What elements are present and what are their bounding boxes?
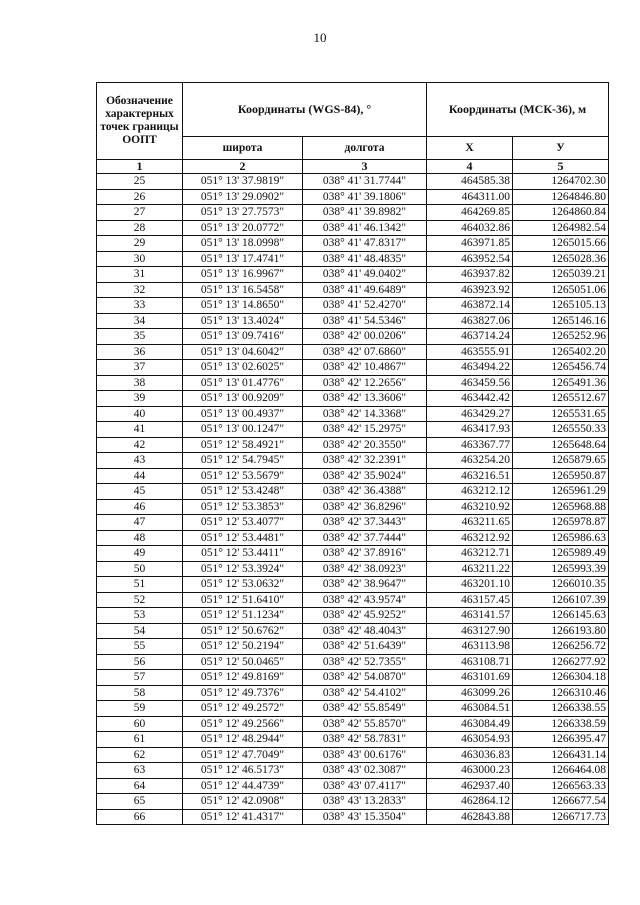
table-row xyxy=(97,391,609,407)
latitude-cell: 051° 12' 53.0632" xyxy=(183,577,303,593)
latitude-cell: 051° 12' 49.8169" xyxy=(183,670,303,686)
longitude-cell: 038° 42' 52.7355" xyxy=(303,654,427,670)
y-coordinate-cell: 1266256.72 xyxy=(513,639,609,655)
point-id-cell: 54 xyxy=(97,623,183,639)
x-coordinate-cell: 463211.65 xyxy=(427,515,513,531)
y-coordinate-cell: 1265015.66 xyxy=(513,236,609,252)
y-coordinate-cell: 1265550.33 xyxy=(513,422,609,438)
latitude-cell: 051° 13' 00.9209" xyxy=(183,391,303,407)
table-row xyxy=(97,670,609,686)
point-id-cell: 45 xyxy=(97,484,183,500)
table-row xyxy=(97,453,609,469)
table-row xyxy=(97,515,609,531)
x-coordinate-cell: 463216.51 xyxy=(427,468,513,484)
table-row xyxy=(97,267,609,283)
latitude-cell: 051° 12' 49.7376" xyxy=(183,685,303,701)
table-row xyxy=(97,577,609,593)
column-number: 5 xyxy=(513,160,609,174)
point-id-cell: 29 xyxy=(97,236,183,252)
x-coordinate-cell: 462864.12 xyxy=(427,794,513,810)
point-id-cell: 31 xyxy=(97,267,183,283)
table-row xyxy=(97,654,609,670)
point-id-cell: 57 xyxy=(97,670,183,686)
x-coordinate-cell: 464032.86 xyxy=(427,220,513,236)
table-row xyxy=(97,530,609,546)
latitude-cell: 051° 13' 00.1247" xyxy=(183,422,303,438)
y-coordinate-cell: 1265051.06 xyxy=(513,282,609,298)
longitude-cell: 038° 41' 39.1806" xyxy=(303,189,427,205)
coordinates-table xyxy=(96,82,609,825)
longitude-cell: 038° 42' 07.6860" xyxy=(303,344,427,360)
latitude-cell: 051° 12' 50.2194" xyxy=(183,639,303,655)
latitude-cell: 051° 13' 01.4776" xyxy=(183,375,303,391)
latitude-cell: 051° 12' 53.4248" xyxy=(183,484,303,500)
table-row xyxy=(97,608,609,624)
x-coordinate-cell: 463084.49 xyxy=(427,716,513,732)
longitude-cell: 038° 42' 45.9252" xyxy=(303,608,427,624)
y-coordinate-cell: 1264702.30 xyxy=(513,174,609,190)
longitude-cell: 038° 41' 48.4835" xyxy=(303,251,427,267)
point-id-cell: 28 xyxy=(97,220,183,236)
longitude-cell: 038° 43' 00.6176" xyxy=(303,747,427,763)
x-coordinate-cell: 463127.90 xyxy=(427,623,513,639)
point-id-cell: 36 xyxy=(97,344,183,360)
x-coordinate-cell: 464269.85 xyxy=(427,205,513,221)
latitude-cell: 051° 13' 17.4741" xyxy=(183,251,303,267)
table-row xyxy=(97,360,609,376)
latitude-cell: 051° 12' 47.7049" xyxy=(183,747,303,763)
x-coordinate-cell: 463952.54 xyxy=(427,251,513,267)
table-row xyxy=(97,763,609,779)
point-id-cell: 60 xyxy=(97,716,183,732)
x-coordinate-cell: 463417.93 xyxy=(427,422,513,438)
x-coordinate-cell: 463211.22 xyxy=(427,561,513,577)
point-id-cell: 61 xyxy=(97,732,183,748)
point-id-cell: 42 xyxy=(97,437,183,453)
longitude-cell: 038° 41' 46.1342" xyxy=(303,220,427,236)
table-body xyxy=(97,174,609,825)
latitude-cell: 051° 13' 37.9819" xyxy=(183,174,303,190)
longitude-cell: 038° 42' 37.3443" xyxy=(303,515,427,531)
point-id-cell: 32 xyxy=(97,282,183,298)
latitude-cell: 051° 12' 53.5679" xyxy=(183,468,303,484)
point-id-cell: 49 xyxy=(97,546,183,562)
latitude-cell: 051° 12' 46.5173" xyxy=(183,763,303,779)
longitude-cell: 038° 42' 43.9574" xyxy=(303,592,427,608)
longitude-cell: 038° 43' 15.3504" xyxy=(303,809,427,825)
x-coordinate-cell: 462937.40 xyxy=(427,778,513,794)
column-number: 3 xyxy=(303,160,427,174)
y-coordinate-cell: 1266277.92 xyxy=(513,654,609,670)
x-coordinate-cell: 463210.92 xyxy=(427,499,513,515)
x-coordinate-cell: 463254.20 xyxy=(427,453,513,469)
longitude-cell: 038° 42' 54.0870" xyxy=(303,670,427,686)
y-coordinate-cell: 1266304.18 xyxy=(513,670,609,686)
point-id-cell: 56 xyxy=(97,654,183,670)
latitude-cell: 051° 12' 53.4481" xyxy=(183,530,303,546)
x-coordinate-cell: 463036.83 xyxy=(427,747,513,763)
x-coordinate-cell: 463937.82 xyxy=(427,267,513,283)
table-row xyxy=(97,205,609,221)
x-coordinate-cell: 463212.12 xyxy=(427,484,513,500)
longitude-cell: 038° 41' 52.4270" xyxy=(303,298,427,314)
table-row xyxy=(97,716,609,732)
latitude-cell: 051° 13' 16.5458" xyxy=(183,282,303,298)
table-row xyxy=(97,499,609,515)
y-coordinate-cell: 1265648.64 xyxy=(513,437,609,453)
longitude-cell: 038° 41' 39.8982" xyxy=(303,205,427,221)
point-id-cell: 35 xyxy=(97,329,183,345)
x-coordinate-cell: 463108.71 xyxy=(427,654,513,670)
point-id-cell: 53 xyxy=(97,608,183,624)
latitude-cell: 051° 12' 50.6762" xyxy=(183,623,303,639)
latitude-cell: 051° 12' 41.4317" xyxy=(183,809,303,825)
y-coordinate-cell: 1266563.33 xyxy=(513,778,609,794)
x-coordinate-cell: 462843.88 xyxy=(427,809,513,825)
table-row xyxy=(97,236,609,252)
y-coordinate-cell: 1266677.54 xyxy=(513,794,609,810)
longitude-cell: 038° 42' 55.8549" xyxy=(303,701,427,717)
table-row xyxy=(97,484,609,500)
longitude-cell: 038° 42' 15.2975" xyxy=(303,422,427,438)
table-row xyxy=(97,546,609,562)
y-coordinate-cell: 1265512.67 xyxy=(513,391,609,407)
longitude-cell: 038° 41' 49.0402" xyxy=(303,267,427,283)
y-coordinate-cell: 1266145.63 xyxy=(513,608,609,624)
longitude-cell: 038° 42' 37.8916" xyxy=(303,546,427,562)
table-row xyxy=(97,468,609,484)
table-row xyxy=(97,329,609,345)
latitude-cell: 051° 12' 58.4921" xyxy=(183,437,303,453)
table-row xyxy=(97,639,609,655)
table-row xyxy=(97,174,609,190)
table-row xyxy=(97,282,609,298)
point-id-cell: 44 xyxy=(97,468,183,484)
y-coordinate-cell: 1265028.36 xyxy=(513,251,609,267)
latitude-cell: 051° 13' 04.6042" xyxy=(183,344,303,360)
latitude-cell: 051° 13' 14.8650" xyxy=(183,298,303,314)
point-id-cell: 40 xyxy=(97,406,183,422)
table-row xyxy=(97,375,609,391)
table-row xyxy=(97,561,609,577)
y-coordinate-cell: 1264982.54 xyxy=(513,220,609,236)
column-number-row xyxy=(97,160,609,174)
y-coordinate-cell: 1265978.87 xyxy=(513,515,609,531)
x-coordinate-cell: 463555.91 xyxy=(427,344,513,360)
x-coordinate-cell: 464311.00 xyxy=(427,189,513,205)
latitude-cell: 051° 13' 09.7416" xyxy=(183,329,303,345)
longitude-cell: 038° 43' 07.4117" xyxy=(303,778,427,794)
x-coordinate-cell: 463923.92 xyxy=(427,282,513,298)
x-coordinate-cell: 463429.27 xyxy=(427,406,513,422)
longitude-cell: 038° 41' 49.6489" xyxy=(303,282,427,298)
latitude-cell: 051° 12' 50.0465" xyxy=(183,654,303,670)
y-coordinate-cell: 1265105.13 xyxy=(513,298,609,314)
msk36-header: Координаты (МСК-36), м xyxy=(427,83,609,137)
latitude-cell: 051° 12' 44.4739" xyxy=(183,778,303,794)
y-coordinate-cell: 1265950.87 xyxy=(513,468,609,484)
latitude-cell: 051° 12' 53.3853" xyxy=(183,499,303,515)
latitude-cell: 051° 13' 20.0772" xyxy=(183,220,303,236)
point-id-cell: 38 xyxy=(97,375,183,391)
x-coordinate-cell: 463872.14 xyxy=(427,298,513,314)
point-id-cell: 41 xyxy=(97,422,183,438)
x-coordinate-cell: 463000.23 xyxy=(427,763,513,779)
x-coordinate-cell: 463201.10 xyxy=(427,577,513,593)
table-row xyxy=(97,778,609,794)
latitude-cell: 051° 12' 42.0908" xyxy=(183,794,303,810)
point-id-cell: 48 xyxy=(97,530,183,546)
point-id-cell: 47 xyxy=(97,515,183,531)
point-id-cell: 30 xyxy=(97,251,183,267)
longitude-cell: 038° 41' 54.5346" xyxy=(303,313,427,329)
point-id-cell: 26 xyxy=(97,189,183,205)
point-id-cell: 34 xyxy=(97,313,183,329)
latitude-cell: 051° 13' 18.0998" xyxy=(183,236,303,252)
point-id-cell: 39 xyxy=(97,391,183,407)
x-coordinate-cell: 463099.26 xyxy=(427,685,513,701)
table-row xyxy=(97,732,609,748)
longitude-cell: 038° 42' 38.0923" xyxy=(303,561,427,577)
table-row xyxy=(97,220,609,236)
table-row xyxy=(97,313,609,329)
table-row xyxy=(97,701,609,717)
x-coordinate-cell: 463141.57 xyxy=(427,608,513,624)
y-coordinate-cell: 1265993.39 xyxy=(513,561,609,577)
y-coordinate-cell: 1265986.63 xyxy=(513,530,609,546)
y-coordinate-cell: 1266310.46 xyxy=(513,685,609,701)
y-coordinate-cell: 1266395.47 xyxy=(513,732,609,748)
point-id-cell: 65 xyxy=(97,794,183,810)
column-number: 2 xyxy=(183,160,303,174)
point-id-cell: 63 xyxy=(97,763,183,779)
y-coordinate-cell: 1265402.20 xyxy=(513,344,609,360)
y-coordinate-cell: 1264846.80 xyxy=(513,189,609,205)
longitude-cell: 038° 43' 02.3087" xyxy=(303,763,427,779)
x-coordinate-cell: 463084.51 xyxy=(427,701,513,717)
latitude-cell: 051° 13' 27.7573" xyxy=(183,205,303,221)
x-coordinate-cell: 463157.45 xyxy=(427,592,513,608)
x-coordinate-cell: 464585.38 xyxy=(427,174,513,190)
longitude-cell: 038° 42' 37.7444" xyxy=(303,530,427,546)
table-row xyxy=(97,794,609,810)
point-designation-header: Обозначение характерных точек границы ООПТ xyxy=(97,83,183,160)
point-id-cell: 33 xyxy=(97,298,183,314)
table-row xyxy=(97,298,609,314)
latitude-cell: 051° 12' 51.1234" xyxy=(183,608,303,624)
point-id-cell: 52 xyxy=(97,592,183,608)
point-id-cell: 55 xyxy=(97,639,183,655)
y-coordinate-cell: 1266431.14 xyxy=(513,747,609,763)
point-id-cell: 58 xyxy=(97,685,183,701)
y-coordinate-cell: 1265879.65 xyxy=(513,453,609,469)
y-coordinate-cell: 1264860.84 xyxy=(513,205,609,221)
x-coordinate-cell: 463459.56 xyxy=(427,375,513,391)
point-id-cell: 27 xyxy=(97,205,183,221)
table-row xyxy=(97,251,609,267)
point-id-cell: 46 xyxy=(97,499,183,515)
y-coordinate-cell: 1266464.08 xyxy=(513,763,609,779)
y-coordinate-cell: 1266717.73 xyxy=(513,809,609,825)
point-id-cell: 50 xyxy=(97,561,183,577)
x-coordinate-cell: 463212.71 xyxy=(427,546,513,562)
longitude-cell: 038° 42' 10.4867" xyxy=(303,360,427,376)
longitude-cell: 038° 42' 54.4102" xyxy=(303,685,427,701)
y-header: У xyxy=(513,137,609,160)
table-row xyxy=(97,437,609,453)
y-coordinate-cell: 1265968.88 xyxy=(513,499,609,515)
x-coordinate-cell: 463442.42 xyxy=(427,391,513,407)
latitude-cell: 051° 12' 51.6410" xyxy=(183,592,303,608)
latitude-cell: 051° 13' 16.9967" xyxy=(183,267,303,283)
x-coordinate-cell: 463714.24 xyxy=(427,329,513,345)
longitude-cell: 038° 42' 38.9647" xyxy=(303,577,427,593)
longitude-cell: 038° 42' 14.3368" xyxy=(303,406,427,422)
x-coordinate-cell: 463367.77 xyxy=(427,437,513,453)
point-id-cell: 51 xyxy=(97,577,183,593)
y-coordinate-cell: 1265989.49 xyxy=(513,546,609,562)
latitude-cell: 051° 13' 13.4024" xyxy=(183,313,303,329)
point-id-cell: 64 xyxy=(97,778,183,794)
longitude-cell: 038° 42' 36.4388" xyxy=(303,484,427,500)
x-coordinate-cell: 463054.93 xyxy=(427,732,513,748)
longitude-header: долгота xyxy=(303,137,427,160)
longitude-cell: 038° 42' 00.0206" xyxy=(303,329,427,345)
y-coordinate-cell: 1266338.55 xyxy=(513,701,609,717)
latitude-cell: 051° 13' 02.6025" xyxy=(183,360,303,376)
y-coordinate-cell: 1265491.36 xyxy=(513,375,609,391)
longitude-cell: 038° 42' 36.8296" xyxy=(303,499,427,515)
latitude-cell: 051° 12' 53.3924" xyxy=(183,561,303,577)
y-coordinate-cell: 1266338.59 xyxy=(513,716,609,732)
latitude-cell: 051° 12' 49.2566" xyxy=(183,716,303,732)
table-row xyxy=(97,189,609,205)
column-number: 1 xyxy=(97,160,183,174)
point-id-cell: 25 xyxy=(97,174,183,190)
point-id-cell: 43 xyxy=(97,453,183,469)
point-id-cell: 62 xyxy=(97,747,183,763)
longitude-cell: 038° 42' 20.3550" xyxy=(303,437,427,453)
point-id-cell: 59 xyxy=(97,701,183,717)
longitude-cell: 038° 42' 32.2391" xyxy=(303,453,427,469)
latitude-cell: 051° 12' 54.7945" xyxy=(183,453,303,469)
y-coordinate-cell: 1265531.65 xyxy=(513,406,609,422)
longitude-cell: 038° 42' 13.3606" xyxy=(303,391,427,407)
table-row xyxy=(97,685,609,701)
x-coordinate-cell: 463212.92 xyxy=(427,530,513,546)
table-row xyxy=(97,592,609,608)
table-row xyxy=(97,406,609,422)
x-coordinate-cell: 463827.06 xyxy=(427,313,513,329)
latitude-cell: 051° 12' 53.4411" xyxy=(183,546,303,562)
longitude-cell: 038° 42' 12.2656" xyxy=(303,375,427,391)
y-coordinate-cell: 1265456.74 xyxy=(513,360,609,376)
x-coordinate-cell: 463494.22 xyxy=(427,360,513,376)
point-id-cell: 66 xyxy=(97,809,183,825)
longitude-cell: 038° 42' 55.8570" xyxy=(303,716,427,732)
wgs84-header: Координаты (WGS-84), ° xyxy=(183,83,427,137)
x-header: X xyxy=(427,137,513,160)
table-row xyxy=(97,809,609,825)
page-number: 10 xyxy=(313,30,327,45)
x-coordinate-cell: 463971.85 xyxy=(427,236,513,252)
y-coordinate-cell: 1266010.35 xyxy=(513,577,609,593)
latitude-cell: 051° 13' 00.4937" xyxy=(183,406,303,422)
longitude-cell: 038° 41' 31.7744" xyxy=(303,174,427,190)
table-header-row xyxy=(97,83,609,137)
longitude-cell: 038° 42' 51.6439" xyxy=(303,639,427,655)
y-coordinate-cell: 1265146.16 xyxy=(513,313,609,329)
table-row xyxy=(97,747,609,763)
longitude-cell: 038° 42' 48.4043" xyxy=(303,623,427,639)
latitude-cell: 051° 12' 48.2944" xyxy=(183,732,303,748)
y-coordinate-cell: 1266107.39 xyxy=(513,592,609,608)
longitude-cell: 038° 42' 58.7831" xyxy=(303,732,427,748)
y-coordinate-cell: 1265039.21 xyxy=(513,267,609,283)
longitude-cell: 038° 42' 35.9024" xyxy=(303,468,427,484)
y-coordinate-cell: 1266193.80 xyxy=(513,623,609,639)
latitude-cell: 051° 12' 53.4077" xyxy=(183,515,303,531)
y-coordinate-cell: 1265961.29 xyxy=(513,484,609,500)
table-row xyxy=(97,344,609,360)
table-row xyxy=(97,623,609,639)
x-coordinate-cell: 463113.98 xyxy=(427,639,513,655)
latitude-cell: 051° 13' 29.0902" xyxy=(183,189,303,205)
latitude-header: широта xyxy=(183,137,303,160)
y-coordinate-cell: 1265252.96 xyxy=(513,329,609,345)
x-coordinate-cell: 463101.69 xyxy=(427,670,513,686)
latitude-cell: 051° 12' 49.2572" xyxy=(183,701,303,717)
table-row xyxy=(97,422,609,438)
longitude-cell: 038° 41' 47.8317" xyxy=(303,236,427,252)
longitude-cell: 038° 43' 13.2833" xyxy=(303,794,427,810)
column-number: 4 xyxy=(427,160,513,174)
point-id-cell: 37 xyxy=(97,360,183,376)
